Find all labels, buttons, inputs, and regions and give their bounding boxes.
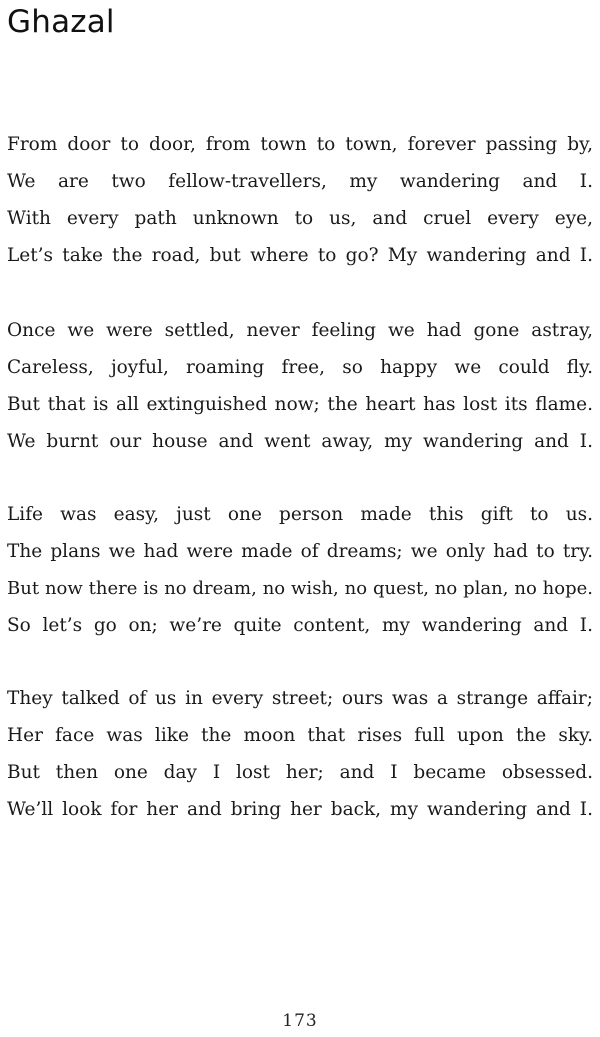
poem-line: With every path unknown to us, and cruel every eye, [7,208,593,229]
poem-line: They talked of us in every street; ours was a strange affair; [7,688,593,709]
poem-line: So let’s go on; we’re quite content, my wandering and I. [7,615,593,636]
poem-title: Ghazal [7,4,115,40]
poem-line: Her face was like the moon that rises full upon the sky. [7,725,593,746]
stanza-1 [7,126,593,274]
poem-line: We burnt our house and went away, my wandering and I. [7,431,593,452]
poem-line: Careless, joyful, roaming free, so happy we could fly. [7,357,593,378]
poem-line: But that is all extinguished now; the heart has lost its flame. [7,394,593,415]
page-number: 173 [282,1011,318,1031]
stanza-2 [7,312,593,460]
poem-line: Life was easy, just one person made this gift to us. [7,504,593,525]
poem-line: Let’s take the road, but where to go? My wandering and I. [7,245,593,266]
poem-line: We’ll look for her and bring her back, my wandering and I. [7,799,593,820]
poem-line: We are two fellow-travellers, my wandering and I. [7,171,593,192]
poem-line: Once we were settled, never feeling we had gone astray, [7,320,593,341]
stanza-4 [7,680,593,828]
poem-line: But then one day I lost her; and I became obsessed. [7,762,593,783]
poem-line: From door to door, from town to town, forever passing by, [7,134,593,155]
poem-line: But now there is no dream, no wish, no quest, no plan, no hope. [7,578,593,599]
stanza-3 [7,496,593,644]
poem-line: The plans we had were made of dreams; we only had to try. [7,541,593,562]
